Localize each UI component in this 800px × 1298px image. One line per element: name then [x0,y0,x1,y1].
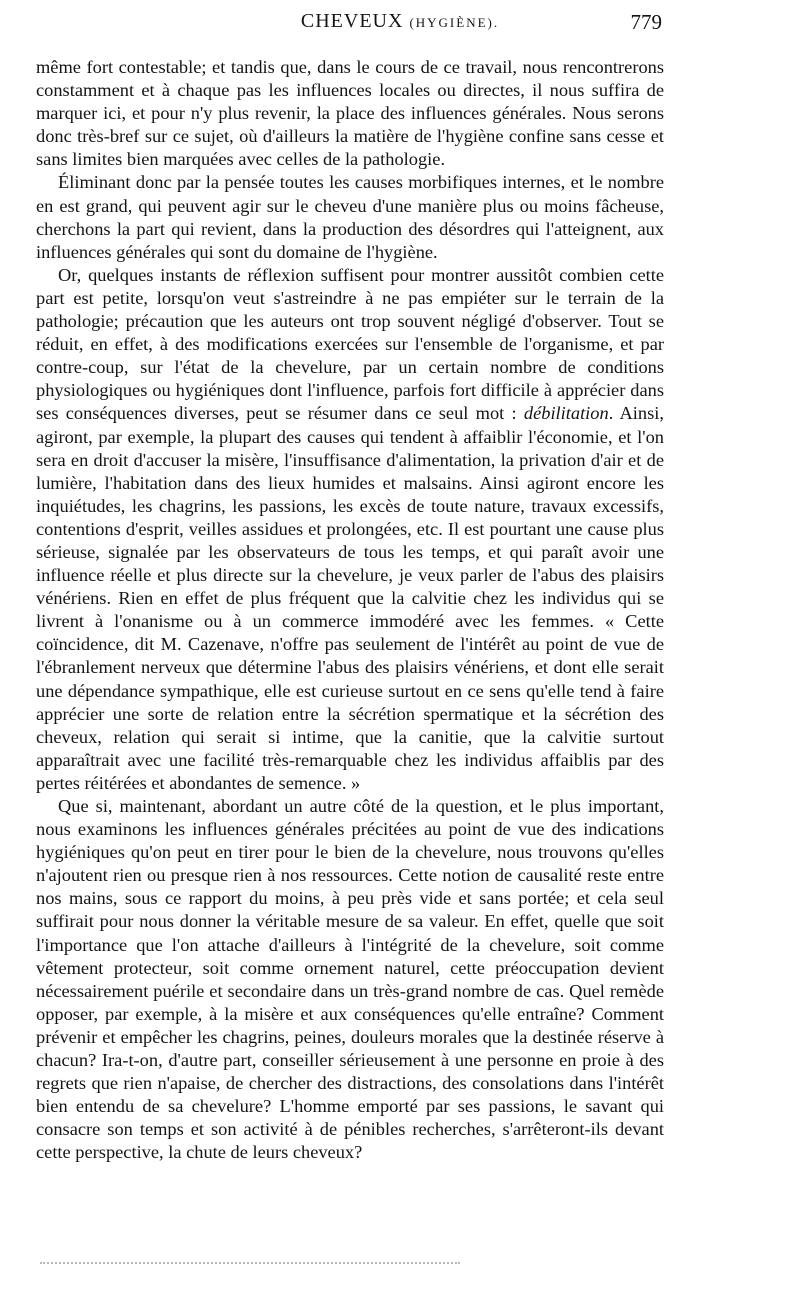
emphasis-debilitation: débilitation [523,403,609,424]
running-title [0,10,800,33]
running-header [0,8,800,40]
paragraph-3-continuation: . Ainsi, agiront, par exemple, la plupart des causes qui tendent à affaiblir l'économie, et l'on sera en droit d'accuser la misère, l'insuffisance d'alimentation, la privation d'air et de lumière, l'habitation dans des lieux humides et malsains. Ainsi agiront encore les inquiétudes, les chagrins, les passions, les excès de toute nature, travaux excessifs, contentions d'esprit, veilles assidues et prolongées, etc. Il est pourtant une cause plus sérieuse, signalée par les observateurs de tous les temps, et qui paraît avoir une influence réelle et plus directe sur la chevelure, je veux parler de l'abus des plaisirs vénériens. Rien en effet de plus fréquent que la calvitie chez les individus qui se livrent à l'onanisme ou à un commerce immodéré avec les femmes. « Cette coïncidence, dit M. Cazenave, n'offre pas seulement de l'intérêt au point de vue de l'ébranlement nerveux que détermine l'abus des plaisirs vénériens, et dont elle serait une dépendance sympathique, elle est curieuse surtout en ce sens qu'elle tend à faire apprécier une sorte de relation entre la sécrétion spermatique et la sécrétion des cheveux, relation qui serait si intime, que la canitie, que la calvitie surtout apparaîtrait avec une facilité très-remarquable chez les individus affaiblis par des pertes réitérées et abondantes de semence. » [36,403,664,793]
body-text [36,56,664,1165]
paragraph-4: Que si, maintenant, abordant un autre côté de la question, et le plus important, nous examinons les influences générales précitées au point de vue des indications hygiéniques qu'on peut en tirer pour le bien de la chevelure, nous trouvons qu'elles n'ajoutent rien ou presque rien à nos ressources. Cette notion de causalité reste entre nos mains, sous ce rapport du moins, à peu près vide et sans portée; et cela seul suffirait pour nous donner la véritable mesure de sa valeur. En effet, quelle que soit l'importance que l'on attache d'ailleurs à l'intégrité de la chevelure, soit comme vêtement protecteur, soit comme ornement naturel, cette préoccupation devient nécessairement puérile et secondaire dans un très-grand nombre de cas. Quel remède opposer, par exemple, à la misère et aux conséquences qu'elle entraîne? Comment prévenir et empêcher les chagrins, peines, douleurs morales que la destinée réserve à chacun? Ira-t-on, d'autre part, conseiller sérieusement à une personne en proie à des regrets que rien n'apaise, de chercher des distractions, des consolations dans l'intérêt bien entendu de sa chevelure? L'homme emporté par ses passions, le savant qui consacre son temps et son activité à de pénibles recherches, s'arrêteront-ils devant cette perspective, la chute de leurs cheveux? [36,796,664,1163]
footer-rule [40,1262,460,1264]
paragraph-3 [36,264,664,795]
paragraph-3-text: Or, quelques instants de réflexion suffisent pour montrer aussitôt combien cette part est petite, lorsqu'on veut s'astreindre à ne pas empiéter sur le terrain de la pathologie; précaution que les auteurs ont trop souvent négligé d'observer. Tout se réduit, en effet, à des modifications exercées sur l'ensemble de l'organisme, et par contre-coup, sur l'état de la chevelure, par un certain nombre de conditions physiologiques ou hygiéniques dont l'influence, parfois fort difficile à apprécier dans ses conséquences diverses, peut se résumer dans ce seul mot : [36,264,664,424]
paragraph-1: même fort contestable; et tandis que, dans le cours de ce travail, nous rencontrerons constamment et à chaque pas les influences locales ou directes, il nous suffira de marquer ici, et pour n'y plus revenir, la place des influences générales. Nous serons donc très-bref sur ce sujet, où d'ailleurs la matière de l'hygiène confine sans cesse et sans limites bien marquées avec celles de la pathologie. [36,57,664,170]
running-title-main: CHEVEUX [300,10,404,32]
paragraph-2: Éliminant donc par la pensée toutes les causes morbifiques internes, et le nombre en est grand, qui peuvent agir sur le cheveu d'une manière plus ou moins fâcheuse, cherchons la part qui revient, dans la production des désordres qui l'atteignent, aux influences générales qui sont du domaine de l'hygiène. [36,172,664,262]
running-title-sub: (HYGIÈNE). [409,15,500,30]
page-number: 779 [630,10,662,34]
